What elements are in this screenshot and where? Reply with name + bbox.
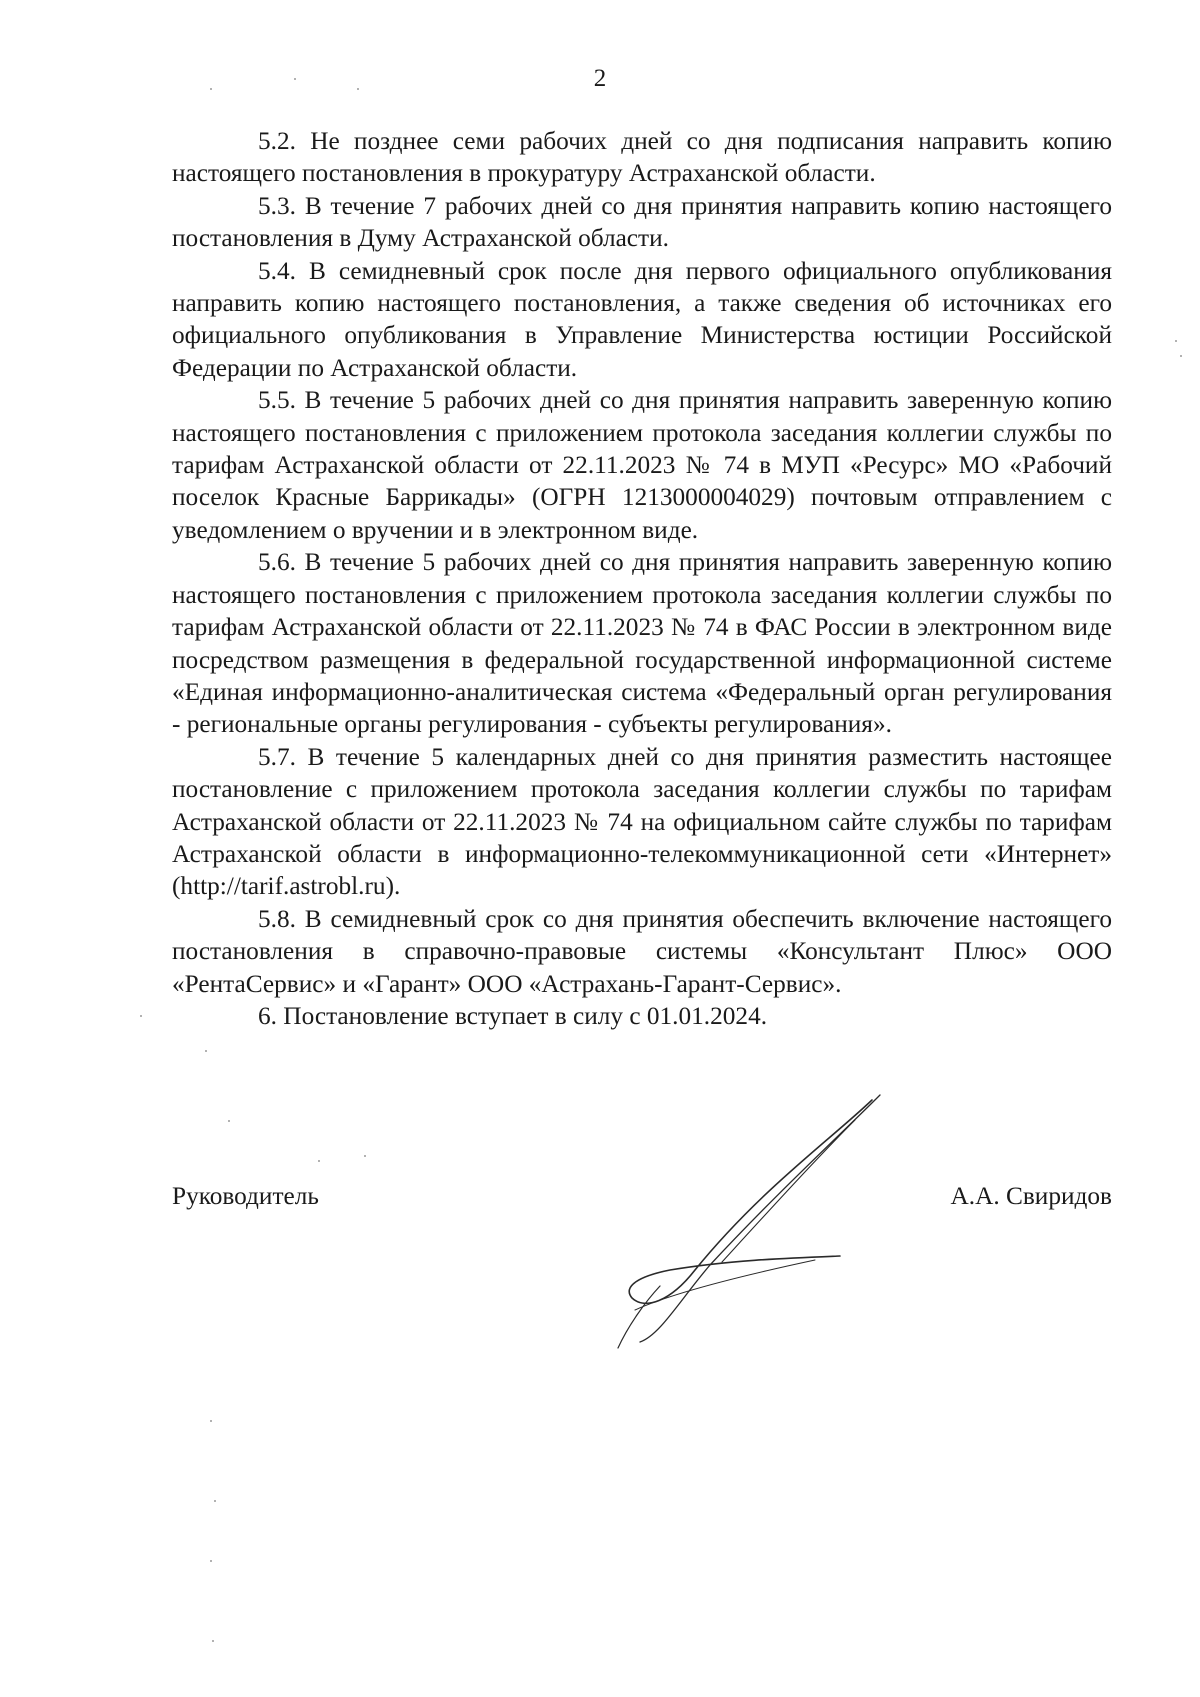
- scan-speck: [357, 88, 359, 90]
- paragraph-5-4: 5.4. В семидневный срок после дня первого официального опубликования направить копию настоящего постановления, а также сведения об источниках его официального опубликования в Управление Министерства юстиции Российской Федерации по Астраханской области.: [172, 256, 1112, 382]
- paragraph-6: 6. Постановление вступает в силу с 01.01.2024.: [258, 1001, 768, 1030]
- signatory-role: Руководитель: [172, 1182, 319, 1210]
- scan-speck: [1175, 340, 1177, 342]
- document-body: [172, 125, 1112, 1032]
- scan-speck: [318, 1160, 320, 1162]
- scan-speck: [140, 1015, 142, 1017]
- scan-speck: [210, 1420, 212, 1422]
- scan-speck: [205, 1050, 207, 1052]
- scan-speck: [294, 78, 296, 80]
- scan-speck: [214, 1500, 216, 1502]
- paragraph-5-5: 5.5. В течение 5 рабочих дней со дня принятия направить заверенную копию настоящего постановления с приложением протокола заседания коллегии службы по тарифам Астраханской области от 22.11.2023 № 74 в МУП «Ресурс» МО «Рабочий поселок Красные Баррикады» (ОГРН 1213000004029) почтовым отправлением с уведомлением о вручении и в электронном виде.: [172, 386, 1112, 544]
- paragraph-5-3: 5.3. В течение 7 рабочих дней со дня принятия направить копию настоящего постановления в Думу Астраханской области.: [172, 191, 1112, 253]
- scan-speck: [1180, 355, 1182, 357]
- scan-speck: [210, 88, 212, 90]
- signatory-name: А.А. Свиридов: [950, 1182, 1112, 1210]
- paragraph-5-6: 5.6. В течение 5 рабочих дней со дня принятия направить заверенную копию настоящего постановления с приложением протокола заседания коллегии службы по тарифам Астраханской области от 22.11.2023 № 74 в ФАС России в электронном виде посредством размещения в федеральной государственной информационной системе «Единая информационно-аналитическая система «Федеральный орган регулирования - региональные органы регулирования - субъекты регулирования».: [172, 548, 1112, 739]
- handwritten-signature-icon: [600, 1080, 900, 1370]
- paragraph-5-7: 5.7. В течение 5 календарных дней со дня принятия разместить настоящее постановление с приложением протокола заседания коллегии службы по тарифам Астраханской области от 22.11.2023 № 74 на официальном сайте службы по тарифам Астраханской области в информационно-телекоммуникационной сети «Интернет» (http://tarif.astrobl.ru).: [172, 742, 1112, 901]
- paragraph-5-2: 5.2. Не позднее семи рабочих дней со дня подписания направить копию настоящего постановления в прокуратуру Астраханской области.: [172, 127, 1112, 188]
- scan-speck: [228, 1120, 230, 1122]
- page-number: 2: [593, 65, 607, 92]
- scan-speck: [212, 1640, 214, 1642]
- paragraph-5-8: 5.8. В семидневный срок со дня принятия обеспечить включение настоящего постановления в справочно-правовые системы «Консультант Плюс» ООО «РентаСервис» и «Гарант» ООО «Астрахань-Гарант-Сервис».: [172, 904, 1112, 998]
- scan-speck: [210, 1560, 212, 1562]
- scan-speck: [364, 1155, 366, 1157]
